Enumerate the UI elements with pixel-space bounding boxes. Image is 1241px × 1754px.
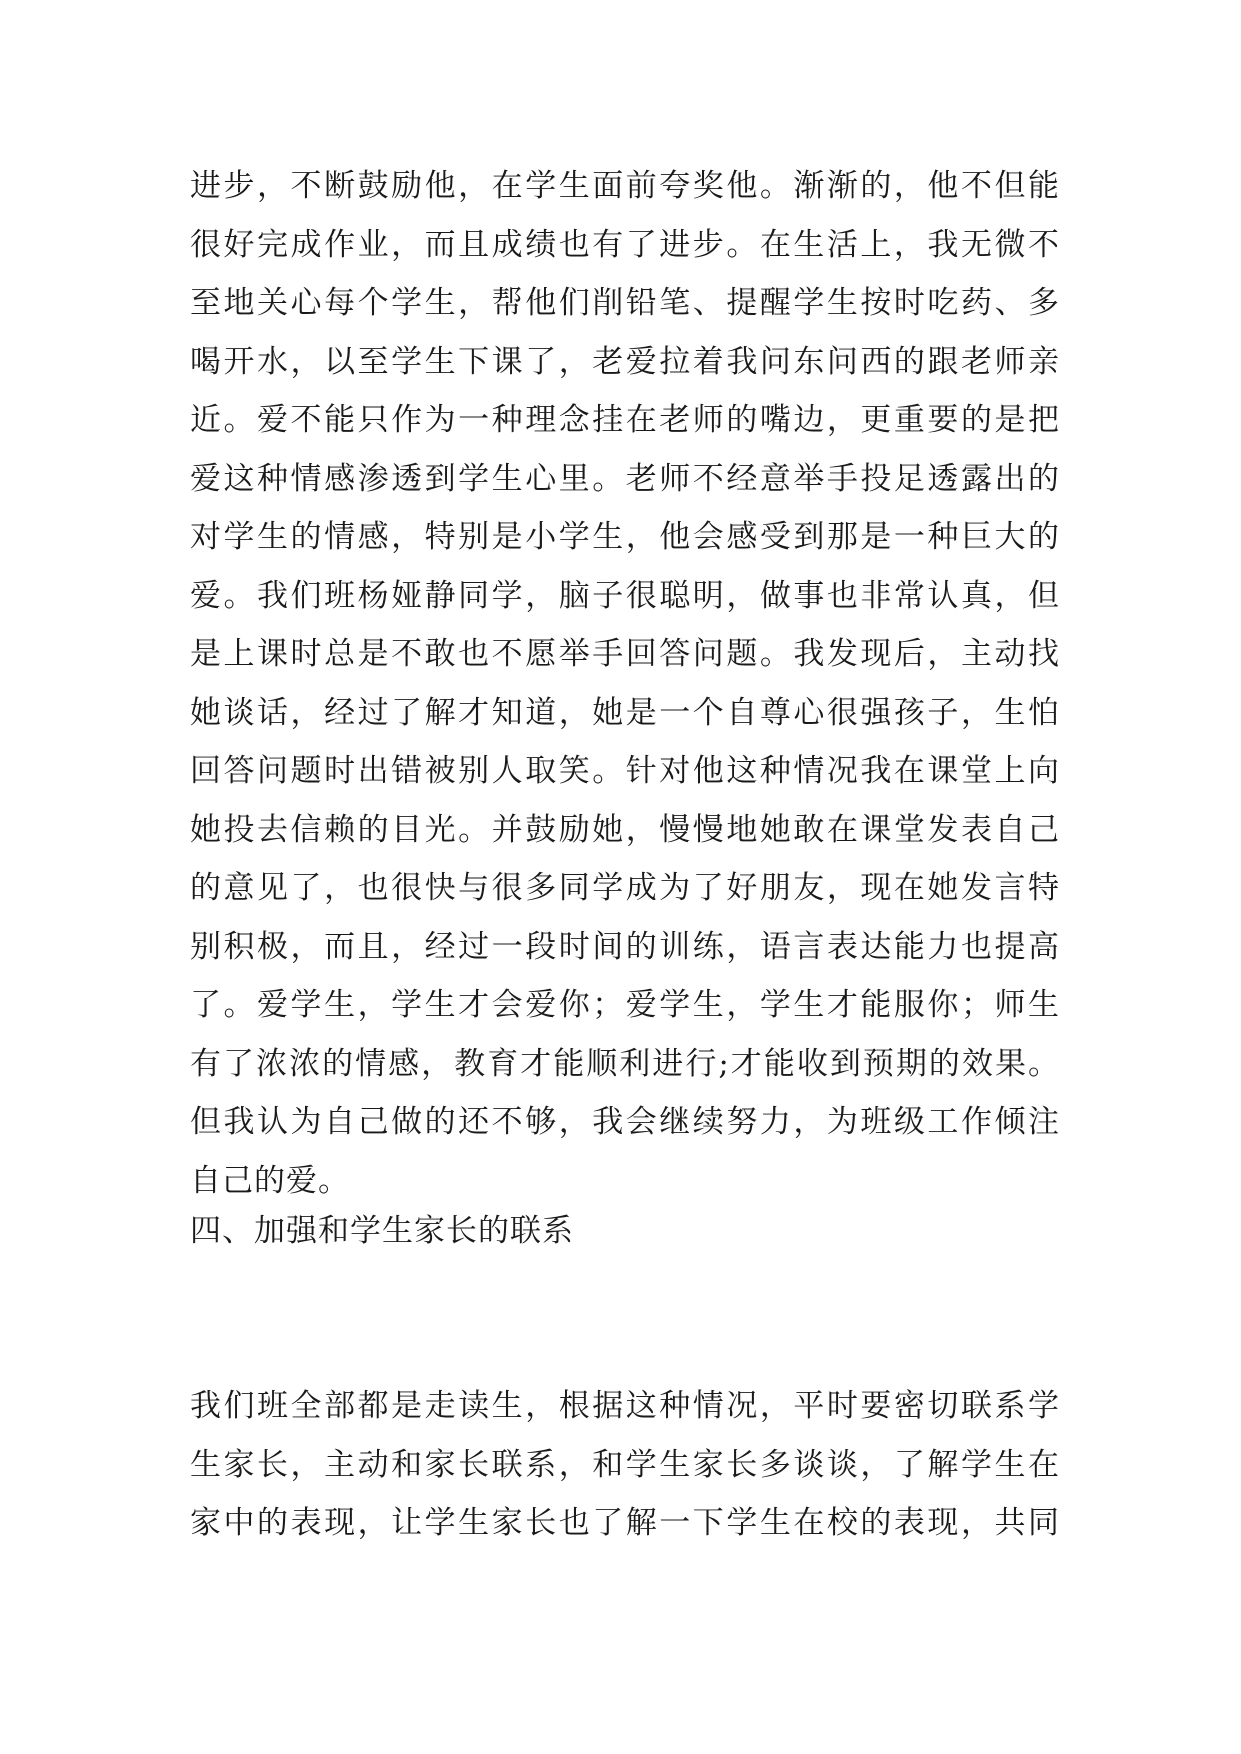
paragraph-line: 生家长，主动和家长联系，和学生家长多谈谈，了解学生在: [190, 1446, 1060, 1483]
paragraph-line: 她谈话，经过了解才知道，她是一个自尊心很强孩子，生怕: [190, 694, 1060, 731]
paragraph-2: [190, 1377, 1060, 1553]
paragraph-line: 对学生的情感，特别是小学生，他会感受到那是一种巨大的: [190, 519, 1060, 555]
paragraph-line: 我们班全部都是走读生，根据这种情况，平时要密切联系学: [190, 1388, 1060, 1424]
paragraph-line: 家中的表现，让学生家长也了解一下学生在校的表现，共同: [190, 1505, 1060, 1541]
paragraph-line: 进步，不断鼓励他，在学生面前夸奖他。渐渐的，他不但能: [190, 168, 1060, 204]
section-heading: 四、加强和学生家长的联系: [190, 1213, 574, 1249]
paragraph-1: [190, 157, 1060, 1210]
paragraph-line: 别积极，而且，经过一段时间的训练，语言表达能力也提高: [190, 928, 1060, 965]
paragraph-line: 近。爱不能只作为一种理念挂在老师的嘴边，更重要的是把: [190, 402, 1060, 438]
paragraph-line: 但我认为自己做的还不够，我会继续努力，为班级工作倾注: [190, 1104, 1060, 1140]
paragraph-line: 是上课时总是不敢也不愿举手回答问题。我发现后，主动找: [190, 636, 1060, 672]
paragraph-line: 回答问题时出错被别人取笑。针对他这种情况我在课堂上向: [190, 753, 1060, 789]
paragraph-line: 喝开水，以至学生下课了，老爱拉着我问东问西的跟老师亲: [190, 343, 1060, 380]
paragraph-line: 至地关心每个学生，帮他们削铅笔、提醒学生按时吃药、多: [190, 285, 1060, 321]
paragraph-line: 爱。我们班杨娅静同学，脑子很聪明，做事也非常认真，但: [190, 577, 1060, 614]
paragraph-line: 的意见了，也很快与很多同学成为了好朋友，现在她发言特: [190, 870, 1060, 906]
paragraph-line: 爱这种情感渗透到学生心里。老师不经意举手投足透露出的: [190, 460, 1060, 497]
paragraph-line: 她投去信赖的目光。并鼓励她，慢慢地她敢在课堂发表自己: [190, 811, 1060, 848]
paragraph-line: 有了浓浓的情感，教育才能顺利进行;才能收到预期的效果。: [190, 1045, 1060, 1082]
paragraph-line: 自己的爱。: [190, 1162, 350, 1199]
paragraph-line: 很好完成作业，而且成绩也有了进步。在生活上，我无微不: [190, 226, 1060, 263]
paragraph-line: 了。爱学生，学生才会爱你；爱学生，学生才能服你；师生: [190, 987, 1060, 1023]
